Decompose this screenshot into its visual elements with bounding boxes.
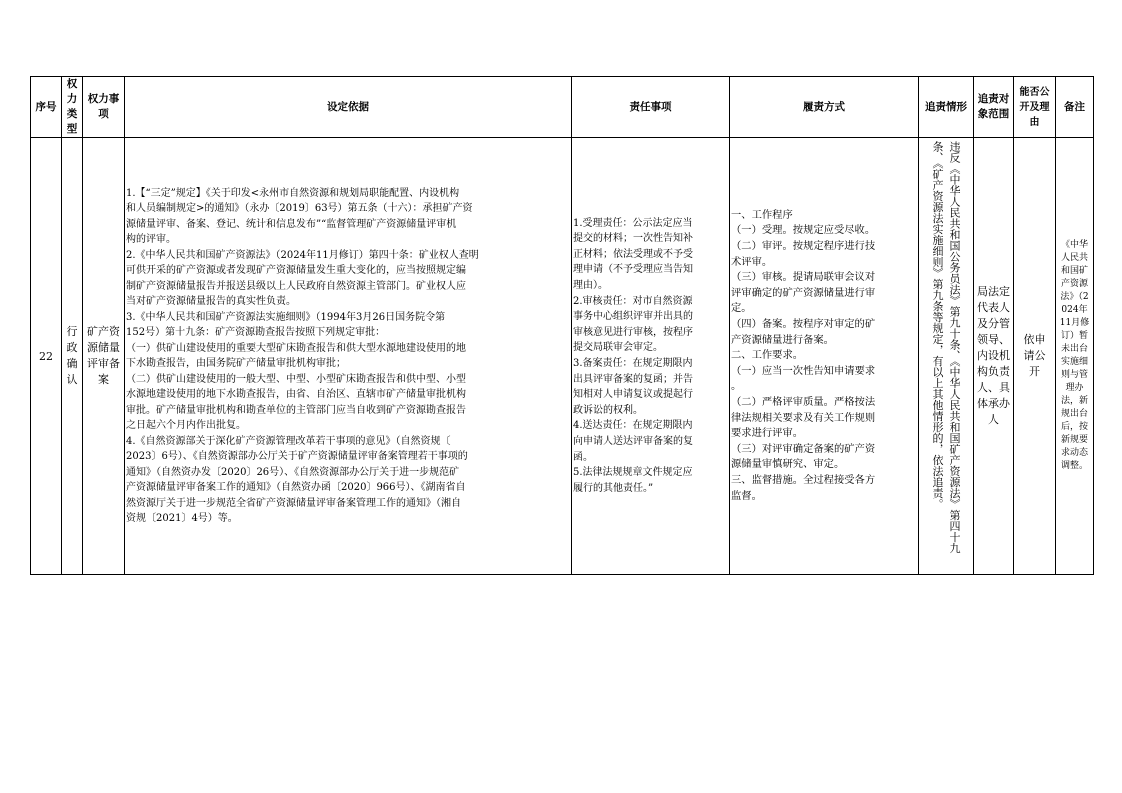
header-disclosure: 能否公开及理由	[1014, 77, 1056, 138]
header-responsibility: 责任事项	[572, 77, 730, 138]
header-accountability: 追责情形	[919, 77, 974, 138]
header-target: 追责对象范围	[974, 77, 1014, 138]
header-basis: 设定依据	[125, 77, 572, 138]
header-row	[31, 77, 1094, 138]
row-method: 一、工作程序 （一）受理。按规定应受尽收。 （二）审评。按规定程序进行技 术评审。 （三）审核。提请局联审会议对 评审确定的矿产资源储量进行审 定。 （四）备案。按程序对审定的矿 产资源储量进行备案。 二、工作要求。 （一）应当一次性告知申请要求 。 （二）严格评审质量。严格按法 律法规相关要求及有关工作规则 要求进行评审。 （三）对评审确定备案的矿产资 源储量审慎研究、审定。 三、监督措施。全过程接受各方 监督。	[730, 138, 919, 575]
row-accountability: 违反《中华人民共和国公务员法》第九十条、《中华人民共和国矿产资源法》第四十九条、《矿产资源法实施细则》第九条等规定，有以上其他情形的，依法追责。	[919, 138, 974, 575]
row-remark: 《中华人民共和国矿产资源法》（2024年11月修订）暂未出台实施细则与管理办法，新规出台后，按新规要求动态调整。	[1056, 138, 1094, 575]
header-remark: 备注	[1056, 77, 1094, 138]
row-power-item: 矿产资源储量评审备案	[83, 138, 125, 575]
row-basis: 1.【“三定”规定】《关于印发<永州市自然资源和规划局职能配置、内设机构 和人员编制规定>的通知》（永办〔2019〕63号）第五条（十六）：承担矿产资 源储量评审、备案、登记、统计和信息发布”“监督管理矿产资源储量评审机 构的评审。 2.《中华人民共和国矿产资源法》（2024年11月修订）第四十条：矿业权人查明 可供开采的矿产资源或者发现矿产资源储量发生重大变化的，应当按照规定编 制矿产资源储量报告并报送县级以上人民政府自然资源主管部门。矿业权人应 当对矿产资源储量报告的真实性负责。 3.《中华人民共和国矿产资源法实施细则》（1994年3月26日国务院令第 152号）第十九条：矿产资源勘查报告按照下列规定审批： （一）供矿山建设使用的重要大型矿床勘查报告和供大型水源地建设使用的地 下水勘查报告，由国务院矿产储量审批机构审批； （二）供矿山建设使用的一般大型、中型、小型矿床勘查报告和供中型、小型 水源地建设使用的地下水勘查报告，由省、自治区、直辖市矿产储量审批机构 审批。矿产储量审批机构和勘查单位的主管部门应当自收到矿产资源勘查报告 之日起六个月内作出批复。 4.《自然资源部关于深化矿产资源管理改革若干事项的意见》（自然资规〔 2023〕6号）、《自然资源部办公厅关于矿产资源储量评审备案管理若干事项的 通知》（自然资办发〔2020〕26号）、《自然资源部办公厅关于进一步规范矿 产资源储量评审备案工作的通知》（自然资办函〔2020〕966号）、《湖南省自 然资源厅关于进一步规范全省矿产资源储量评审备案管理工作的通知》（湘自 资规〔2021〕4号）等。	[125, 138, 572, 575]
row-power-type: 行政确认	[62, 138, 83, 575]
header-power-type: 权力类型	[62, 77, 83, 138]
header-power-item: 权力事项	[83, 77, 125, 138]
row-disclosure: 依申请公开	[1014, 138, 1056, 575]
row-seq: 22	[31, 138, 62, 575]
table-row	[31, 138, 1094, 575]
row-target: 局法定代表人及分管领导、内设机构负责人、具体承办人	[974, 138, 1014, 575]
header-seq: 序号	[31, 77, 62, 138]
header-method: 履责方式	[730, 77, 919, 138]
row-responsibility: 1.受理责任：公示法定应当 提交的材料；一次性告知补 正材料；依法受理或不予受 理申请（不予受理应当告知 理由）。 2.审核责任：对市自然资源 事务中心组织评审并出具的 审核意见进行审核，按程序 提交局联审会审定。 3.备案责任：在规定期限内 出具评审备案的复函；并告 知相对人申请复议或提起行 政诉讼的权利。 4.送达责任：在规定期限内 向申请人送达评审备案的复 函。 5.法律法规规章文件规定应 履行的其他责任。”	[572, 138, 730, 575]
responsibility-table	[30, 76, 1094, 575]
